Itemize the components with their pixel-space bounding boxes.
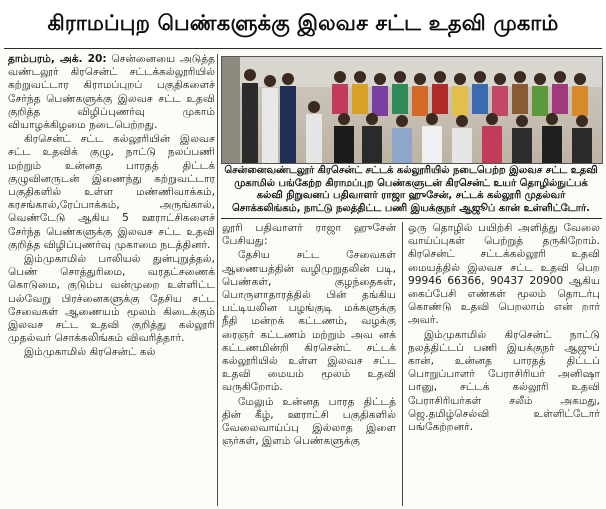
dateline: தாம்பரம், அக். 20: xyxy=(8,53,107,65)
col1-paragraph-3: இம்முகாமில் பாலியல் துன்புறுத்தல், பெண் சொத்துரிமை, வரதட்சணைக் கொடுமை, குடும்ப வன்முறை உள்ளிட்ட பல்வேறு பிரச்னைகளுக்கு தேசிய சட்ட சேவைகள் ஆணையம் மூலம் கிடைக்கும் இலவச சட்ட உதவி குறித்து கல்லூரி முதல்வர் சொக்கலிங்கம் விவரித்தார். xyxy=(8,253,215,345)
col1-paragraph-2: கிரசென்ட் சட்ட கல்லூரியின் இலவச சட்ட உதவிக் குழு, நாட்டு நலப்பணி மற்றும் உன்னத பாரதத் திட்டக் குழுவினருடன் இணைந்து கற்றுவட்டார பகுதிகளில் உள்ள மண்ணிவாக்கம், கரசங்கால்,ரேப்பாக்கம், அருங்கால், வெண்டேடு ஆகிய 5 ஊராட்சிகளைச் சேர்ந்த பெண்களுக்கு இலவச சட்ட உதவி குறித்த விழிப்புணர்வு முகாமை நடத்தினர். xyxy=(8,133,215,251)
col2-paragraph-1: லூரி பதிவாளர் ராஜா ஹுசேன் பேசியது: xyxy=(222,222,396,248)
column-1 xyxy=(8,53,215,505)
group-photo-image xyxy=(222,57,602,163)
column-3 xyxy=(408,222,600,506)
col2-paragraph-3: மேலும் உன்னத பாரத திட்டத் தின் கீழ், ஊராட்சி பகுதிகளில் வேலைவாய்ப்பு இல்லாத இளை ஞர்கள், இளம் பெண்களுக்கு xyxy=(222,395,396,448)
col1-paragraph-4: இம்முகாமில் கிரசென்ட் கல் xyxy=(24,346,156,359)
col3-paragraph-1: ஒரு தொழில் பயிற்சி அளித்து வேலை வாய்ப்புகள் பெற்றுத் தருகிறோம். கிரசென்ட் சட்டக்கல்லூரி உதவி மையத்தில் இலவச சட்ட உதவி பெற 99946 66366, 90437 20900 ஆகிய கைப்பேசி எண்கள் மூலம் தொடர்பு கொண்டு உதவி பெறலாம் என் றார் அவர். xyxy=(408,222,600,327)
col2-paragraph-2: தேசிய சட்ட சேவைகள் ஆணையத்தின் வழிமுறுதலின் படி, பெண்கள், குழந்தைகள், பொருளாதாரத்தில் பின் தங்கிய பட்டியலின பழங்குடி மக்களுக்கு நீதி மன்றக் கட்டணம், வழக்கு ரைஞர் கட்டணம் மற்றும் அவ னக் கட்டணமின்றி கிரசென்ட் சட்டக் கல்லூரியில் உள்ள இலவச சட்ட உதவி மையம் மூலம் உதவி வருகிறோம். xyxy=(222,249,396,394)
headline: கிராமப்புற பெண்களுக்கு இலவச சட்ட உதவி முகாம் xyxy=(0,0,606,48)
column-divider-2 xyxy=(402,222,403,506)
col3-paragraph-2: இம்முகாமில் கிரசென்ட் நாட்டு நலத்திட்டப் பணி இயக்குநர் ஆஜுப் கான், உன்னத பாரதத் திட்டப் பொறுப்பாளர் பேராசிரியர் அனிஷா பானு, சட்டக் கல்லூரி உதவி பேராசிரியர்கள் சலீம் அகமது, ஜெ.தமிழ்செல்வி உள்ளிட்டோர் பங்கேற்றனர். xyxy=(408,328,600,434)
col1-paragraph-1: சென்னையை அடுத்த வண்டலூர் கிரசென்ட் சட்டக்கல்லூரியில் கற்றுவட்டார கிராமப்புறப் பகுதிகளைச் சேர்ந்த பெண்களுக்கு இலவச சட்ட உதவி குறித்த விழிப்புணர்வு முகாம் வியாழக்கிழமை நடைபெற்றது. xyxy=(8,53,215,132)
headline-rule xyxy=(4,48,602,49)
caption-rule xyxy=(221,218,602,219)
photo-caption: சென்னைவண்டலூர் கிரசென்ட் சட்டக் கல்லூரியில் நடைபெற்ற இலவச சட்ட உதவி முகாமில் பங்கேற்ற கிராமப்புற பெண்களுடன் கிரசென்ட் உயர் தொழில்நுட்பக் கல்வி நிறுவனப் பதிவாளர் ராஜா ஹுசேன், சட்டக் கல்லூரி முதல்வர் சொக்கலிங்கம், நாட்டு நலத்திட்ட பணி இயக்குநர் ஆஜூப் கான் உள்ளிட்டோர். xyxy=(224,165,598,214)
column-2 xyxy=(222,222,396,506)
group-photo xyxy=(221,56,603,164)
column-divider-1 xyxy=(217,54,218,506)
